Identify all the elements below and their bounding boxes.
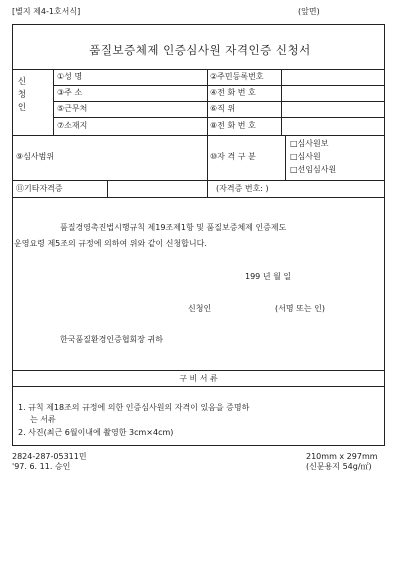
page-side: (앞면) xyxy=(298,7,320,16)
rule xyxy=(12,180,385,181)
phone-label: ④전 화 번 호 xyxy=(210,88,256,97)
doc-item: 2. 사진(최근 6월이내에 촬영한 3cm×4cm) xyxy=(18,428,174,437)
rule xyxy=(12,69,385,70)
qual-option-trainee[interactable]: □심사원보 xyxy=(290,139,329,148)
applicant-sign-label: 신청인 xyxy=(188,304,212,313)
scope-label: ⑨심사범위 xyxy=(16,152,55,161)
applicant-char: 신 xyxy=(17,77,27,87)
form-title: 품질보증체제 인증심사원 자격인증 신청서 xyxy=(89,43,311,57)
name-label: ①성 명 xyxy=(57,72,83,81)
applicant-label xyxy=(16,76,28,115)
qual-option-auditor[interactable]: □심사원 xyxy=(290,152,321,161)
doc-item: 1. 규칙 제18조의 규정에 의한 인증심사원의 자격이 있음을 증명하 xyxy=(18,403,250,412)
paper-type: (신문용지 54g/㎡) xyxy=(306,462,372,471)
rule xyxy=(53,69,54,135)
approval-date: '97. 6. 11. 승인 xyxy=(12,462,71,471)
applicant-char: 청 xyxy=(17,90,27,100)
form-code: 2824-287-05311민 xyxy=(12,452,87,461)
workplace-label: ⑤근무처 xyxy=(57,104,88,113)
qual-option-lead[interactable]: □선임심사원 xyxy=(290,165,337,174)
declaration-line: 운영요령 제5조의 규정에 의하여 위와 같이 신청합니다. xyxy=(14,239,207,248)
rule xyxy=(107,180,108,197)
rule xyxy=(53,85,385,86)
rule xyxy=(53,117,385,118)
application-date: 199 년 월 일 xyxy=(245,272,292,281)
signature-note: (서명 또는 인) xyxy=(275,304,325,313)
required-docs-title: 구 비 서 류 xyxy=(179,374,218,383)
rrn-label: ②주민등록번호 xyxy=(210,72,264,81)
position-label: ⑥직 위 xyxy=(210,104,236,113)
rule xyxy=(285,135,286,180)
rule xyxy=(12,135,385,136)
other-qual-label: ⑪기타자격증 xyxy=(16,184,63,193)
rule xyxy=(12,197,385,198)
applicant-char: 인 xyxy=(17,103,27,113)
address-label: ③주 소 xyxy=(57,88,83,97)
rule xyxy=(281,69,282,135)
declaration-line: 품질경영촉진법시행규칙 제19조제1항 및 품질보증체제 인증제도 xyxy=(60,223,287,232)
rule xyxy=(207,69,208,197)
form-number: [별지 제4-1호서식] xyxy=(12,7,81,16)
doc-item-cont: 는 서류 xyxy=(30,415,56,424)
location-label: ⑦소재지 xyxy=(57,121,88,130)
cert-number: (자격증 번호: ) xyxy=(216,184,269,193)
recipient: 한국품질환경인증협회장 귀하 xyxy=(60,335,164,344)
paper-size: 210mm x 297mm xyxy=(306,452,378,461)
qual-type-label: ⑩자 격 구 분 xyxy=(210,152,256,161)
work-phone-label: ⑧전 화 번 호 xyxy=(210,121,256,130)
rule xyxy=(53,101,385,102)
rule xyxy=(12,370,385,371)
rule xyxy=(12,386,385,387)
